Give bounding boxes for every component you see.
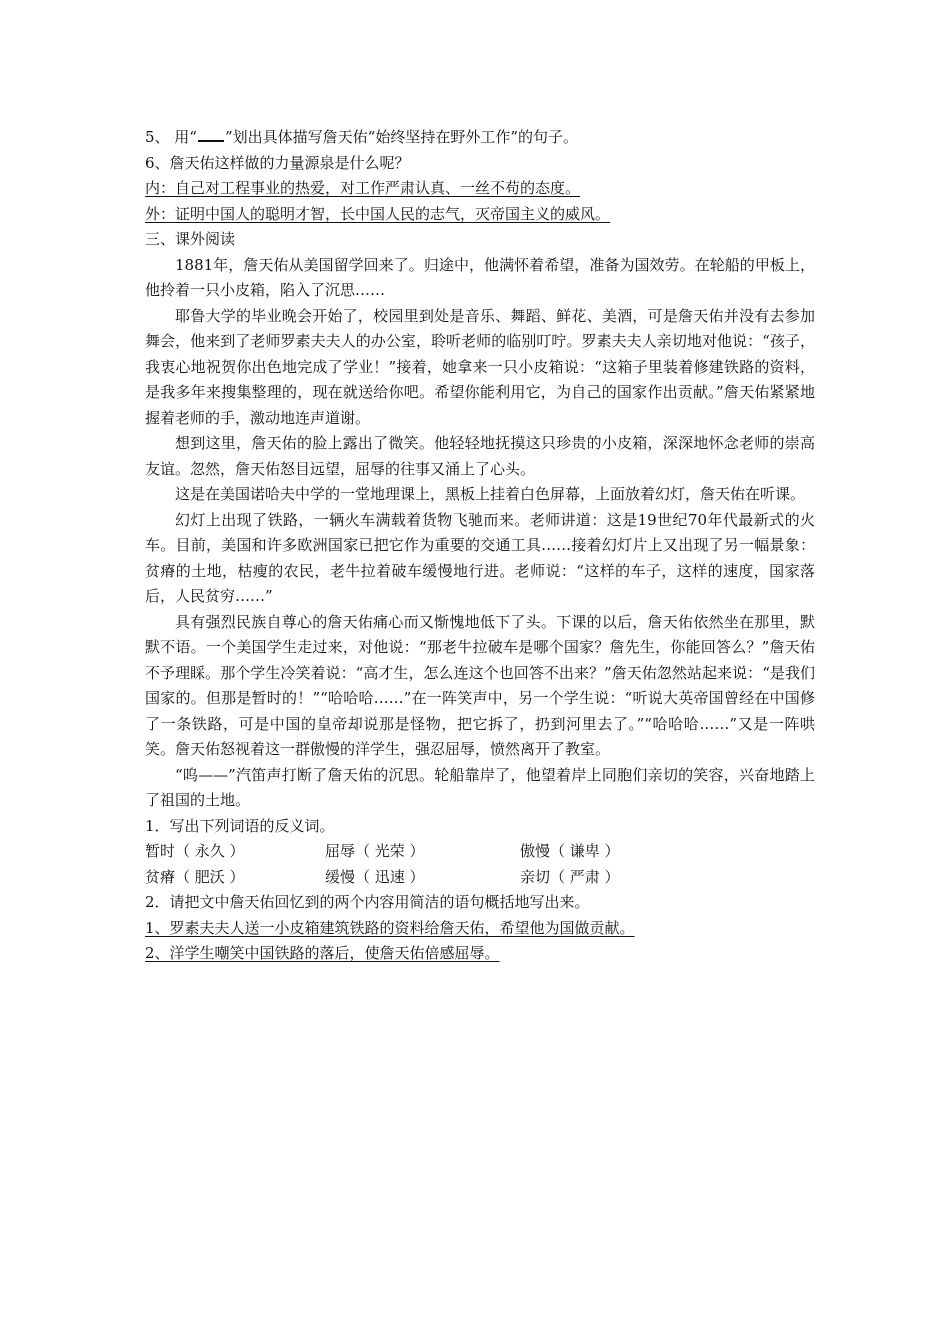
antonym-item: 亲切（ 严肃 ） bbox=[520, 867, 620, 886]
answer-2-2: 2、洋学生嘲笑中国铁路的落后，使詹天佑倍感屈辱。 bbox=[145, 944, 500, 962]
paragraph: 具有强烈民族自尊心的詹天佑痛心而又惭愧地低下了头。下课的以后，詹天佑依然坐在那里，默默不语。一个美国学生走过来，对他说：“那老牛拉破车是哪个国家？詹先生，你能回答么？”詹天佑不予理睬。那个学生冷笑着说：“高才生，怎么连这个也回答不出来？”詹天佑忽然站起来说：“是我们国家的。但那是暂时的！”“哈哈哈……”在一阵笑声中，另一个学生说：“听说大英帝国曾经在中国修了一条铁路，可是中国的皇帝却说那是怪物，把它拆了，扔到河里去了。”“哈哈哈……”又是一阵哄笑。詹天佑怒视着这一群傲慢的洋学生，强忍屈辱，愤然离开了教室。 bbox=[145, 612, 815, 758]
worksheet-page bbox=[145, 125, 815, 967]
question-6: 6、詹天佑这样做的力量源泉是什么呢？ bbox=[145, 153, 410, 172]
question-1: 1．写出下列词语的反义词。 bbox=[145, 816, 335, 835]
antonym-item: 傲慢（ 谦卑 ） bbox=[520, 842, 620, 860]
underline-sample bbox=[198, 128, 224, 142]
paragraph: 这是在美国诺哈夫中学的一堂地理课上，黑板上挂着白色屏幕，上面放着幻灯，詹天佑在听课。 bbox=[175, 485, 806, 503]
antonyms-row bbox=[145, 865, 815, 891]
paragraph: 1881年，詹天佑从美国留学回来了。归途中，他满怀着希望，准备为国效劳。在轮船的甲板上，他拎着一只小皮箱，陷入了沉思…… bbox=[145, 255, 815, 299]
paragraph: 想到这里，詹天佑的脸上露出了微笑。他轻轻地抚摸这只珍贵的小皮箱，深深地怀念老师的崇高友谊。忽然，詹天佑怒目远望，屈辱的往事又涌上了心头。 bbox=[145, 434, 815, 478]
paragraph: “呜——”汽笛声打断了詹天佑的沉思。轮船靠岸了，他望着岸上同胞们亲切的笑容，兴奋地踏上了祖国的土地。 bbox=[145, 765, 815, 809]
antonyms-row bbox=[145, 839, 815, 865]
paragraph: 幻灯上出现了铁路，一辆火车满载着货物飞驰而来。老师讲道：这是19世纪70年代最新式的火车。目前，美国和许多欧洲国家已把它作为重要的交通工具……接着幻灯片上又出现了另一幅景象：贫瘠的土地，枯瘦的农民，老牛拉着破车缓慢地行进。老师说：“这样的车子，这样的速度，国家落后，人民贫穷……” bbox=[145, 510, 815, 605]
paragraph: 耶鲁大学的毕业晚会开始了，校园里到处是音乐、舞蹈、鲜花、美酒，可是詹天佑并没有去参加舞会，他来到了老师罗素夫夫人的办公室，聆听老师的临别叮咛。罗素夫夫人亲切地对他说：“孩子，我衷心地祝贺你出色地完成了学业！”接着，她拿来一只小皮箱说：“这箱子里装着修建铁路的资料，是我多年来搜集整理的，现在就送给你吧。希望你能利用它，为自己的国家作出贡献。”詹天佑紧紧地握着老师的手，激动地连声道谢。 bbox=[145, 306, 815, 427]
question-2: 2．请把文中詹天佑回忆到的两个内容用简洁的语句概括地写出来。 bbox=[145, 893, 590, 911]
question-5: 5、 用“ ”划出具体描写詹天佑“始终坚持在野外工作”的句子。 bbox=[145, 128, 578, 146]
antonym-item: 贫瘠（ 肥沃 ） bbox=[145, 867, 245, 886]
answer-6-inner: 内：自己对工程事业的热爱，对工作严肃认真、一丝不苟的态度。 bbox=[145, 179, 581, 197]
antonym-item: 屈辱（ 光荣 ） bbox=[325, 842, 425, 860]
answer-2-1: 1、罗素夫夫人送一小皮箱建筑铁路的资料给詹天佑，希望他为国做贡献。 bbox=[145, 918, 635, 937]
antonym-item: 缓慢（ 迅速 ） bbox=[325, 867, 425, 886]
antonym-item: 暂时（ 永久 ） bbox=[145, 842, 245, 860]
answer-6-outer: 外：证明中国人的聪明才智，长中国人民的志气，灭帝国主义的威风。 bbox=[145, 204, 611, 223]
section-title: 三、课外阅读 bbox=[145, 230, 236, 248]
